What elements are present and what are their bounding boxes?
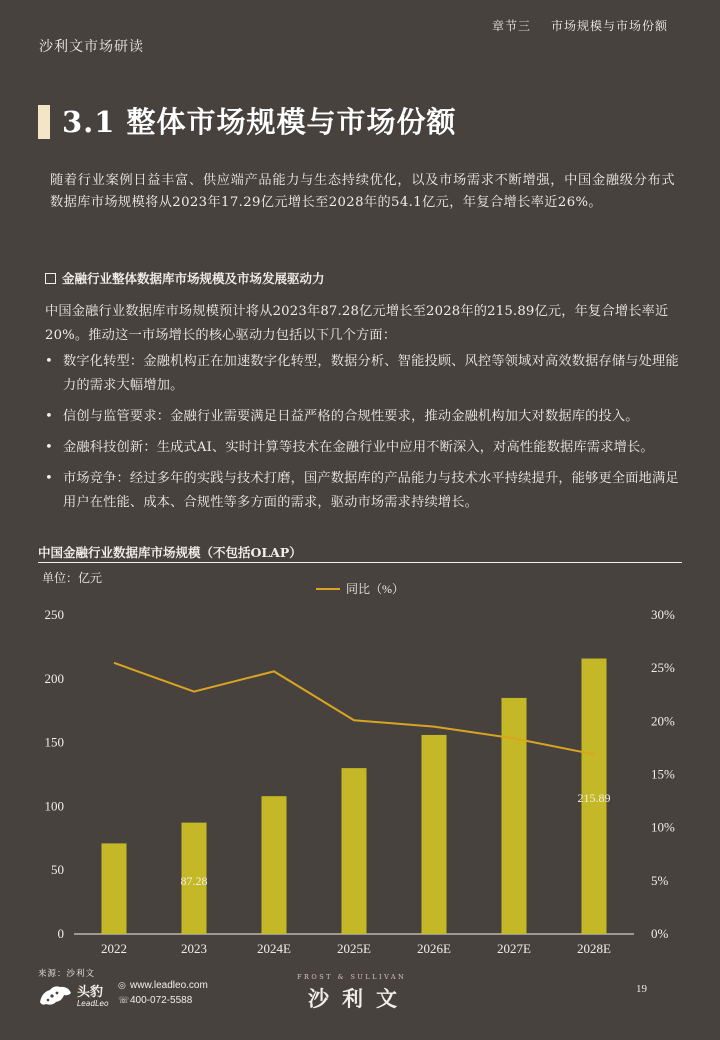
- phone: [118, 995, 192, 1006]
- intro-paragraph: 随着行业案例日益丰富、供应端产品能力与生态持续优化，以及市场需求不断增强，中国金融级分布式数据库市场规模将从2023年17.29亿元增长至2028年的54.1亿元，年复合增长率近26%。: [50, 173, 675, 210]
- chart-legend: [316, 582, 404, 596]
- checkbox-icon: [45, 273, 56, 284]
- leadleo-logo-en: LeadLeo: [77, 999, 109, 1008]
- frost-sullivan-logo-en: FROST & SULLIVAN: [297, 973, 407, 981]
- list-item: • 金融科技创新：生成式AI、实时计算等技术在金融行业中应用不断深入，对高性能数据库需求增长。: [45, 436, 685, 460]
- list-item: • 市场竞争：经过多年的实践与技术打磨，国产数据库的产品能力与技术水平持续提升，能够更全面地满足用户在性能、成本、合规性等多方面的需求，驱动市场需求持续增长。: [45, 467, 685, 515]
- y-right-tick-label: 5%: [651, 872, 669, 888]
- brand-name: 沙利文市场研读: [39, 39, 144, 55]
- chart-title: 中国金融行业数据库市场规模（不包括OLAP）: [38, 545, 302, 560]
- chapter-header: [492, 17, 668, 34]
- source-note: 来源：沙利文: [38, 969, 96, 979]
- list-item: • 信创与监管要求：金融行业需要满足日益严格的合规性要求，推动金融机构加大对数据库的投入。: [45, 405, 685, 429]
- phone-icon: ☏: [118, 995, 130, 1005]
- y-right-tick-label: 20%: [651, 713, 675, 729]
- x-tick-label: 2025E: [337, 941, 371, 956]
- x-tick-label: 2022: [101, 941, 127, 956]
- y-right-tick-label: 15%: [651, 766, 675, 782]
- bar: [502, 698, 527, 934]
- section-heading-text: 金融行业整体数据库市场规模及市场发展驱动力: [62, 271, 325, 286]
- list-item: • 数字化转型：金融机构正在加速数字化转型，数据分析、智能投顾、风控等领域对高效数据存储与处理能力的需求大幅增加。: [45, 350, 685, 398]
- page-number: 19: [636, 983, 647, 995]
- y-right-tick-label: 0%: [651, 926, 669, 941]
- section-heading: [45, 269, 325, 287]
- bar: [262, 796, 287, 934]
- chapter-title: 市场规模与市场份额: [551, 19, 669, 33]
- x-tick-label: 2024E: [257, 941, 291, 956]
- frost-sullivan-logo-cn: 沙利文: [308, 987, 410, 1011]
- page-title: 3.1 整体市场规模与市场份额: [62, 105, 457, 139]
- website-text: www.leadleo.com: [130, 980, 208, 991]
- body-paragraph: 中国金融行业数据库市场规模预计将从2023年87.28亿元增长至2028年的215.89亿元，年复合增长率近20%。推动这一市场增长的核心驱动力包括以下几个方面：: [45, 304, 669, 343]
- x-tick-label: 2026E: [417, 941, 451, 956]
- chart-title-rule: [38, 562, 682, 563]
- leadleo-logo-text: 头豹: [77, 985, 104, 1000]
- legend-label: 同比（%）: [346, 582, 404, 596]
- y-left-tick-label: 0: [57, 926, 64, 941]
- market-size-chart: [0, 565, 720, 965]
- website: [118, 980, 208, 991]
- y-left-tick-label: 50: [51, 862, 64, 878]
- y-left-tick-label: 100: [44, 798, 64, 814]
- bar: [422, 735, 447, 934]
- chapter-label: 章节三: [492, 19, 532, 33]
- x-tick-label: 2028E: [577, 941, 611, 956]
- y-left-tick-label: 200: [44, 670, 64, 686]
- phone-text: 400-072-5588: [130, 995, 193, 1006]
- y-right-tick-label: 25%: [651, 660, 675, 676]
- leopard-logo-icon: [38, 982, 74, 1008]
- y-right-tick-label: 30%: [651, 607, 675, 622]
- data-label: 87.28: [180, 874, 208, 888]
- x-tick-label: 2023: [181, 941, 207, 956]
- title-accent-bar: [38, 105, 50, 139]
- data-label: 215.89: [577, 791, 611, 805]
- y-left-tick-label: 250: [44, 607, 64, 622]
- y-left-tick-label: 150: [44, 734, 64, 750]
- globe-icon: ◎: [118, 980, 126, 990]
- y-right-tick-label: 10%: [651, 819, 675, 835]
- unit-label: 单位：亿元: [42, 571, 103, 585]
- bar: [102, 843, 127, 934]
- driver-list: [45, 350, 685, 522]
- bar: [342, 768, 367, 934]
- x-tick-label: 2027E: [497, 941, 531, 956]
